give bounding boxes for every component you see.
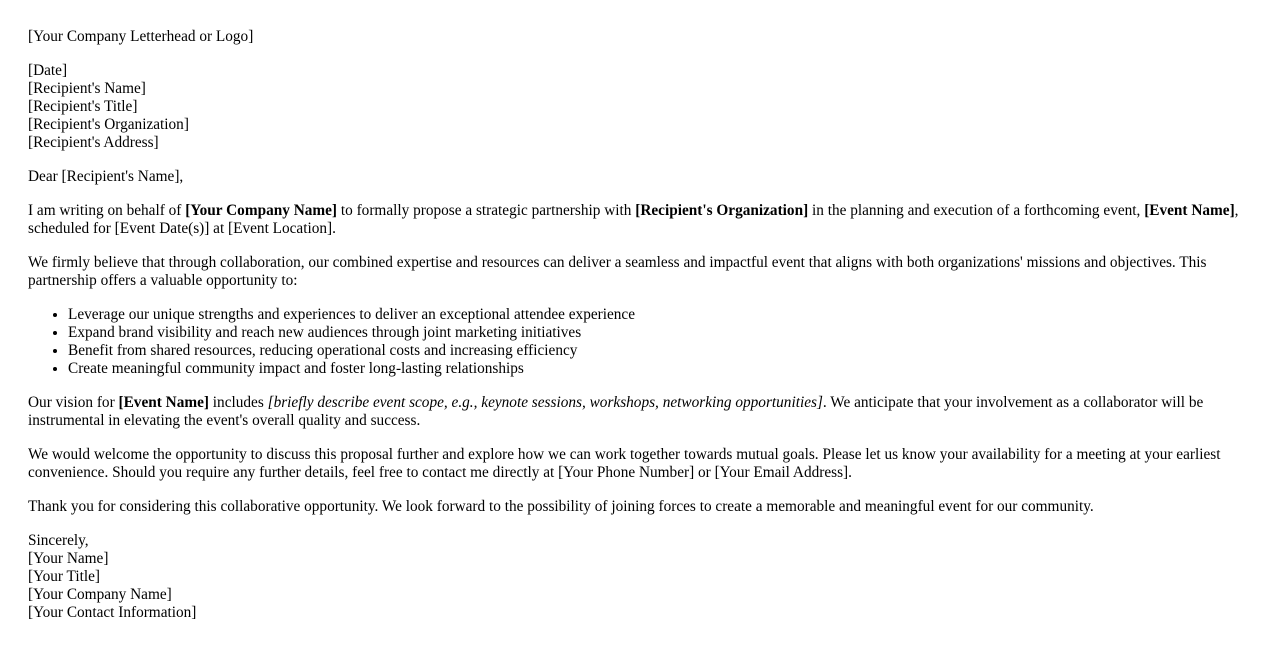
- closing-line: Sincerely,: [28, 532, 89, 549]
- recipient-organization-bold: [Recipient's Organization]: [635, 202, 809, 219]
- letterhead: [Your Company Letterhead or Logo]: [28, 28, 254, 45]
- benefits-list: [28, 306, 1250, 378]
- intro-text-2: to formally propose a strategic partnership with: [337, 202, 636, 219]
- recipient-organization-line: [Recipient's Organization]: [28, 116, 189, 133]
- event-scope-italic: [briefly describe event scope, e.g., keynote sessions, workshops, networking opportunities]: [267, 394, 823, 411]
- thank-you-paragraph: Thank you for considering this collaborative opportunity. We look forward to the possibility of joining forces to create a memorable and meaningful event for our community.: [28, 498, 1094, 515]
- intro-text-3: in the planning and execution of a forthcoming event,: [808, 202, 1145, 219]
- sender-title-line: [Your Title]: [28, 568, 100, 585]
- recipient-name-line: [Recipient's Name]: [28, 80, 146, 97]
- date-line: [Date]: [28, 62, 68, 79]
- vision-text-1: Our vision for: [28, 394, 119, 411]
- event-name-bold: [Event Name]: [1144, 202, 1235, 219]
- event-name-bold: [Event Name]: [118, 394, 209, 411]
- vision-text-2: includes: [208, 394, 268, 411]
- intro-paragraph: [28, 202, 1250, 238]
- list-item: • Leverage our unique strengths and experiences to deliver an exceptional attendee experience: [68, 306, 1250, 324]
- partnership-paragraph: We firmly believe that through collaboration, our combined expertise and resources can deliver a seamless and impactful event that aligns with both organizations' missions and objectives. This partnership offers a valuable opportunity to:: [28, 254, 1207, 289]
- recipient-title-line: [Recipient's Title]: [28, 98, 138, 115]
- letter-body: [28, 28, 1250, 638]
- sender-contact-line: [Your Contact Information]: [28, 604, 197, 621]
- vision-paragraph: [28, 394, 1250, 430]
- list-item: • Benefit from shared resources, reducing operational costs and increasing efficiency: [68, 342, 1250, 360]
- vision-text-3: . We anticipate that your involvement as a collaborator will be instrumental in elevating the event's overall quality and success.: [28, 394, 1204, 429]
- company-name-bold: [Your Company Name]: [185, 202, 338, 219]
- intro-text-1: I am writing on behalf of: [28, 202, 186, 219]
- recipient-block: [28, 62, 1250, 152]
- meeting-paragraph: We would welcome the opportunity to discuss this proposal further and explore how we can work together towards mutual goals. Please let us know your availability for a meeting at your earliest convenience. Should you require any further details, feel free to contact me directly at [Your Phone Number] or [Your Email Address].: [28, 446, 1221, 481]
- recipient-address-line: [Recipient's Address]: [28, 134, 159, 151]
- sender-name-line: [Your Name]: [28, 550, 109, 567]
- sender-company-line: [Your Company Name]: [28, 586, 172, 603]
- list-item: • Create meaningful community impact and foster long-lasting relationships: [68, 360, 1250, 378]
- list-item: • Expand brand visibility and reach new audiences through joint marketing initiatives: [68, 324, 1250, 342]
- intro-text-4: , scheduled for [Event Date(s)] at [Event Location].: [28, 202, 1239, 237]
- salutation: Dear [Recipient's Name],: [28, 168, 184, 185]
- signature-block: [28, 532, 1250, 622]
